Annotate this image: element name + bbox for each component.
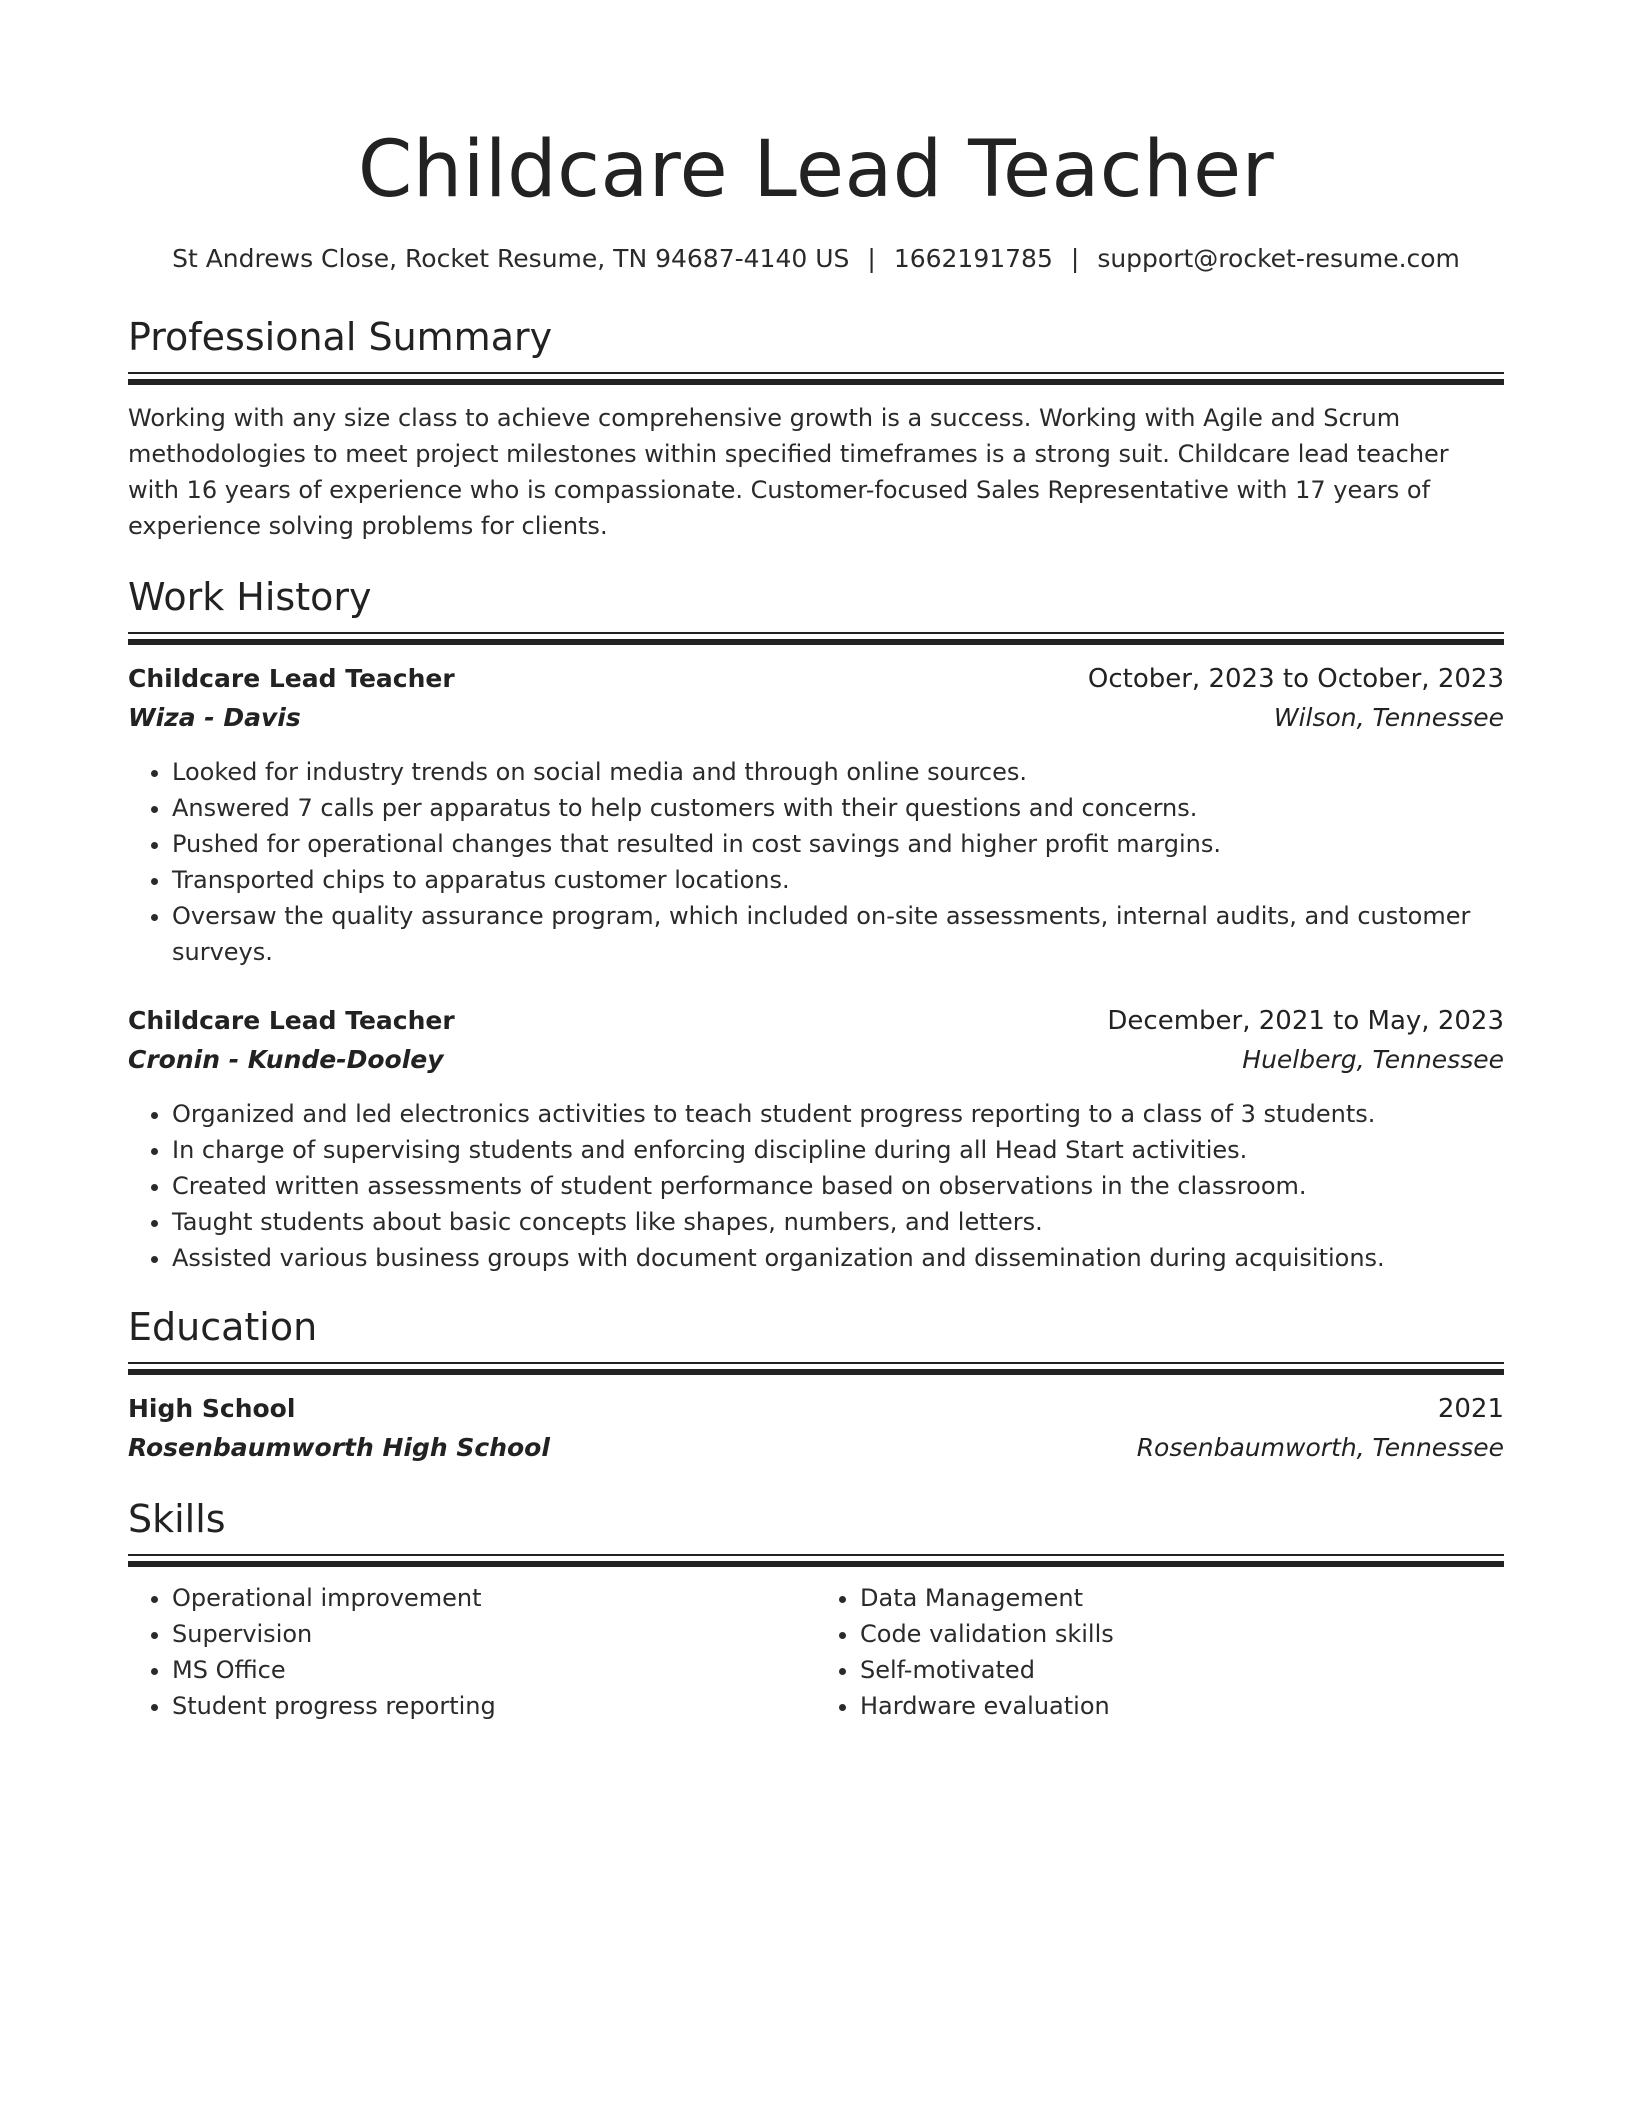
skill-item: • MS Office — [172, 1652, 816, 1688]
skills-list-left — [128, 1580, 816, 1724]
job-location: Wilson, Tennessee — [1273, 703, 1504, 732]
education-entry — [128, 1390, 1504, 1468]
section-divider — [128, 372, 1504, 386]
contact-separator: | — [867, 244, 876, 273]
job-entry — [128, 660, 1504, 970]
skill-item: • Hardware evaluation — [860, 1688, 1504, 1724]
list-item: • Organized and led electronics activities to teach student progress reporting to a class of 3 students. — [172, 1096, 1504, 1132]
skill-item: • Operational improvement — [172, 1580, 816, 1616]
education-location: Rosenbaumworth, Tennessee — [1136, 1433, 1504, 1462]
contact-phone: 1662191785 — [893, 244, 1053, 273]
summary-section — [128, 312, 1504, 544]
job-company: Wiza - Davis — [128, 703, 301, 732]
contact-line — [128, 242, 1504, 276]
skills-columns — [128, 1580, 1504, 1724]
list-item: • Answered 7 calls per apparatus to help customers with their questions and concerns. — [172, 790, 1504, 826]
skill-item: • Supervision — [172, 1616, 816, 1652]
section-divider — [128, 632, 1504, 646]
job-entry — [128, 1002, 1504, 1276]
education-heading: Education — [128, 1305, 318, 1349]
list-item: • Looked for industry trends on social media and through online sources. — [172, 754, 1504, 790]
education-school: Rosenbaumworth High School — [128, 1433, 550, 1462]
work-history-section — [128, 572, 1504, 1276]
job-dates: October, 2023 to October, 2023 — [1087, 664, 1504, 694]
education-section — [128, 1302, 1504, 1468]
work-history-heading: Work History — [128, 575, 372, 619]
skill-item: • Data Management — [860, 1580, 1504, 1616]
education-year: 2021 — [1437, 1394, 1504, 1424]
list-item: • In charge of supervising students and enforcing discipline during all Head Start activities. — [172, 1132, 1504, 1168]
contact-email: support@rocket-resume.com — [1097, 244, 1460, 273]
list-item: • Pushed for operational changes that resulted in cost savings and higher profit margins. — [172, 826, 1504, 862]
job-company: Cronin - Kunde-Dooley — [128, 1045, 444, 1074]
job-dates: December, 2021 to May, 2023 — [1107, 1006, 1504, 1036]
job-duties-list — [128, 754, 1504, 970]
resume-page — [128, 0, 1504, 1724]
list-item: • Oversaw the quality assurance program, which included on-site assessments, internal audits, and customer surveys. — [172, 898, 1504, 970]
list-item: • Transported chips to apparatus customer locations. — [172, 862, 1504, 898]
skill-item: • Code validation skills — [860, 1616, 1504, 1652]
skills-list-right — [816, 1580, 1504, 1724]
skills-section — [128, 1494, 1504, 1724]
list-item: • Assisted various business groups with document organization and dissemination during acquisitions. — [172, 1240, 1504, 1276]
skills-heading: Skills — [128, 1497, 226, 1541]
job-title: Childcare Lead Teacher — [128, 1006, 455, 1035]
skill-item: • Self-motivated — [860, 1652, 1504, 1688]
skill-item: • Student progress reporting — [172, 1688, 816, 1724]
education-degree: High School — [128, 1394, 296, 1423]
section-divider — [128, 1362, 1504, 1376]
job-duties-list — [128, 1096, 1504, 1276]
section-divider — [128, 1554, 1504, 1568]
list-item: • Created written assessments of student performance based on observations in the classroom. — [172, 1168, 1504, 1204]
resume-title: Childcare Lead Teacher — [357, 125, 1275, 215]
summary-heading: Professional Summary — [128, 315, 553, 359]
list-item: • Taught students about basic concepts like shapes, numbers, and letters. — [172, 1204, 1504, 1240]
contact-address: St Andrews Close, Rocket Resume, TN 94687-4140 US — [172, 244, 850, 273]
job-title: Childcare Lead Teacher — [128, 664, 455, 693]
summary-text: Working with any size class to achieve comprehensive growth is a success. Working with Agile and Scrum methodologies to meet project milestones within specified timeframes is a strong suit. Childcare lead teacher with 16 years of experience who is compassionate. Customer-focused Sales Representative with 17 years of experience solving problems for clients. — [128, 404, 1449, 540]
contact-separator: | — [1070, 244, 1080, 273]
job-location: Huelberg, Tennessee — [1242, 1045, 1504, 1074]
